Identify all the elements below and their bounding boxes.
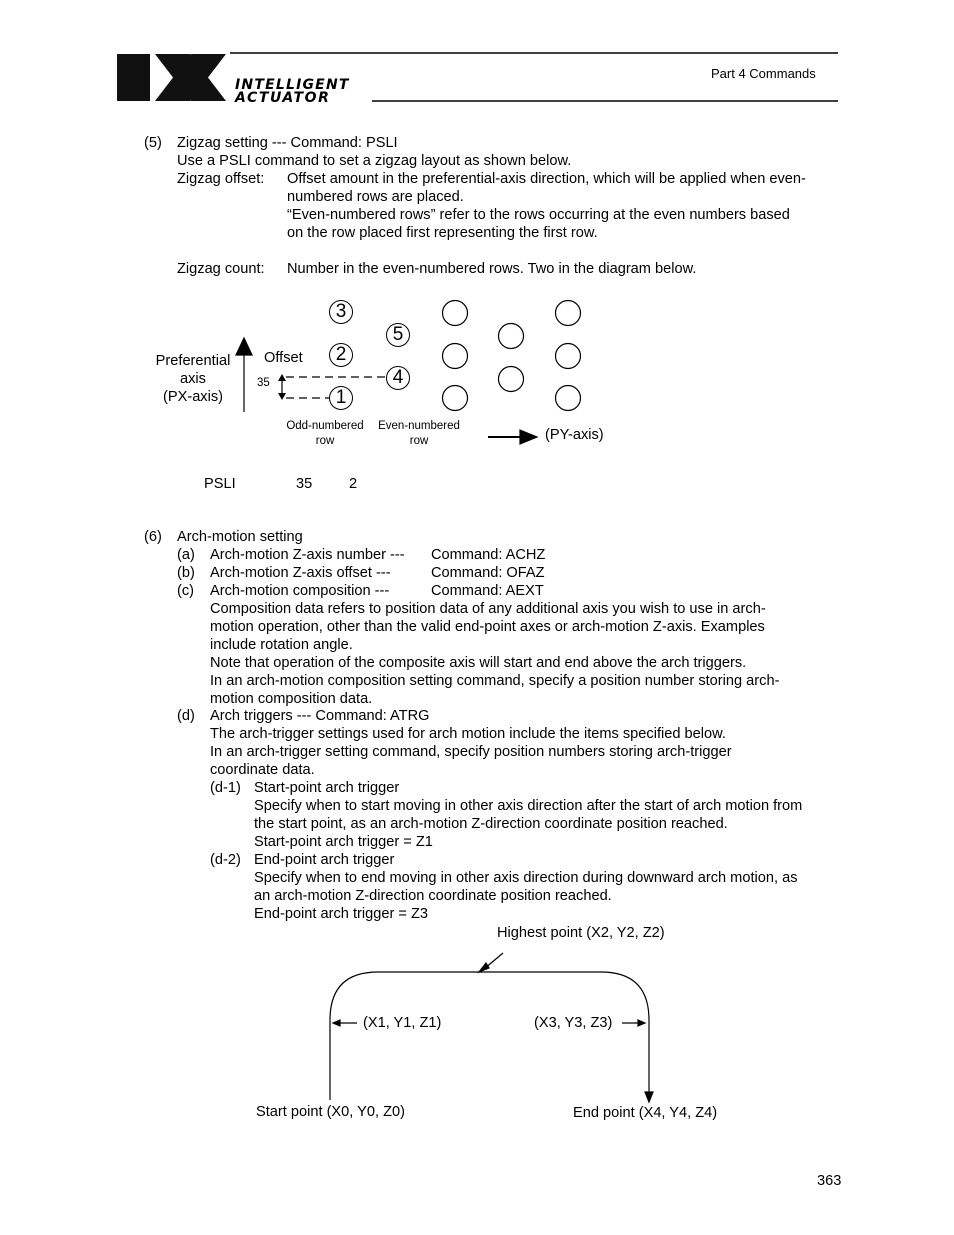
d2-line: Specify when to end moving in other axis direction during downward arch motion, as (254, 870, 798, 886)
example-count: 2 (349, 476, 358, 492)
circle-3: 3 (329, 300, 353, 324)
d2-line: End-point arch trigger = Z3 (254, 906, 428, 922)
arch-path (330, 972, 649, 1100)
position-circle (556, 386, 581, 411)
composition-line: include rotation angle. (210, 637, 353, 653)
triggers-line: The arch-trigger settings used for arch motion include the items specified below. (210, 726, 726, 742)
offset-value: 35 (257, 377, 270, 389)
d1-tag: (d-1) (210, 780, 241, 796)
arch-item-name: Arch-motion Z-axis number --- (210, 547, 405, 563)
position-circle (443, 301, 468, 326)
circle-1: 1 (329, 386, 353, 410)
section-title: Part 4 Commands (711, 66, 816, 81)
odd-row-label: Odd-numbered (286, 420, 364, 432)
page-number: 363 (817, 1173, 842, 1189)
p1-label: (X1, Y1, Z1) (363, 1015, 442, 1031)
logo-mark (117, 54, 226, 101)
position-circle (443, 344, 468, 369)
triggers-title: Arch triggers --- Command: ATRG (210, 708, 430, 724)
zigzag-intro: Use a PSLI command to set a zigzag layout as shown below. (177, 153, 572, 169)
even-row-label: row (409, 435, 429, 447)
arch-num: (6) (144, 529, 162, 545)
arch-item-tag: (b) (177, 565, 195, 581)
composition-line: Composition data refers to position data of any additional axis you wish to use in arch- (210, 601, 766, 617)
d1-line: Start-point arch trigger = Z1 (254, 834, 433, 850)
position-circle (443, 386, 468, 411)
pref-axis-label: axis (180, 371, 206, 387)
triggers-line: In an arch-trigger setting command, specify position numbers storing arch-trigger (210, 744, 732, 760)
d2-line: an arch-motion Z-direction coordinate position reached. (254, 888, 612, 904)
zigzag-offset-label: Zigzag offset: (177, 171, 265, 187)
zigzag-num: (5) (144, 135, 162, 151)
arch-item-cmd: Command: OFAZ (431, 565, 545, 581)
position-circle (556, 301, 581, 326)
triggers-tag: (d) (177, 708, 195, 724)
d1-line: Specify when to start moving in other axis direction after the start of arch motion from (254, 798, 803, 814)
p3-label: (X3, Y3, Z3) (534, 1015, 613, 1031)
composition-line: motion composition data. (210, 691, 373, 707)
triggers-line: coordinate data. (210, 762, 315, 778)
zigzag-offset-line: numbered rows are placed. (287, 189, 464, 205)
zigzag-offset-line: Offset amount in the preferential-axis direction, which will be applied when even- (287, 171, 806, 187)
zigzag-count-label: Zigzag count: (177, 261, 265, 277)
composition-line: Note that operation of the composite axis will start and end above the arch triggers. (210, 655, 747, 671)
start-point-label: Start point (X0, Y0, Z0) (256, 1104, 405, 1120)
end-point-label: End point (X4, Y4, Z4) (573, 1105, 718, 1121)
logo-text-line2: ACTUATOR (235, 90, 331, 106)
even-row-label: Even-numbered (378, 420, 460, 432)
py-axis-arrow-head (520, 430, 537, 444)
zigzag-offset-line: “Even-numbered rows” refer to the rows occurring at the even numbers based (287, 207, 790, 223)
position-circle (499, 367, 524, 392)
position-circle (556, 344, 581, 369)
example-command: PSLI (204, 476, 236, 492)
arch-item-cmd: Command: ACHZ (431, 547, 546, 563)
d1-line: the start point, as an arch-motion Z-direction coordinate position reached. (254, 816, 728, 832)
composition-line: motion operation, other than the valid end-point axes or arch-motion Z-axis. Examples (210, 619, 765, 635)
zigzag-title: Zigzag setting --- Command: PSLI (177, 135, 398, 151)
offset-label: Offset (264, 350, 303, 366)
circle-2: 2 (329, 343, 353, 367)
arch-item-cmd: Command: AEXT (431, 583, 544, 599)
composition-line: In an arch-motion composition setting command, specify a position number storing arch- (210, 673, 780, 689)
arch-title: Arch-motion setting (177, 529, 303, 545)
arch-item-tag: (a) (177, 547, 195, 563)
py-axis-label: (PY-axis) (545, 427, 604, 443)
logo-text-line1: INTELLIGENT (235, 77, 350, 93)
zigzag-offset-line: on the row placed first representing the first row. (287, 225, 598, 241)
zigzag-count-text: Number in the even-numbered rows. Two in the diagram below. (287, 261, 697, 277)
pref-axis-label: Preferential (155, 353, 231, 369)
arch-item-tag: (c) (177, 583, 195, 599)
highest-point-label: Highest point (X2, Y2, Z2) (497, 925, 665, 941)
example-offset: 35 (296, 476, 313, 492)
circle-5: 5 (386, 323, 410, 347)
circle-4: 4 (386, 366, 410, 390)
position-circle (499, 324, 524, 349)
arch-item-name: Arch-motion composition --- (210, 583, 390, 599)
end-arrow-head (645, 1092, 653, 1102)
px-axis-arrow-head (236, 338, 252, 355)
pref-axis-label: (PX-axis) (163, 389, 223, 405)
d1-title: Start-point arch trigger (254, 780, 400, 796)
odd-row-label: row (315, 435, 335, 447)
d2-title: End-point arch trigger (254, 852, 395, 868)
arch-item-name: Arch-motion Z-axis offset --- (210, 565, 391, 581)
d2-tag: (d-2) (210, 852, 241, 868)
